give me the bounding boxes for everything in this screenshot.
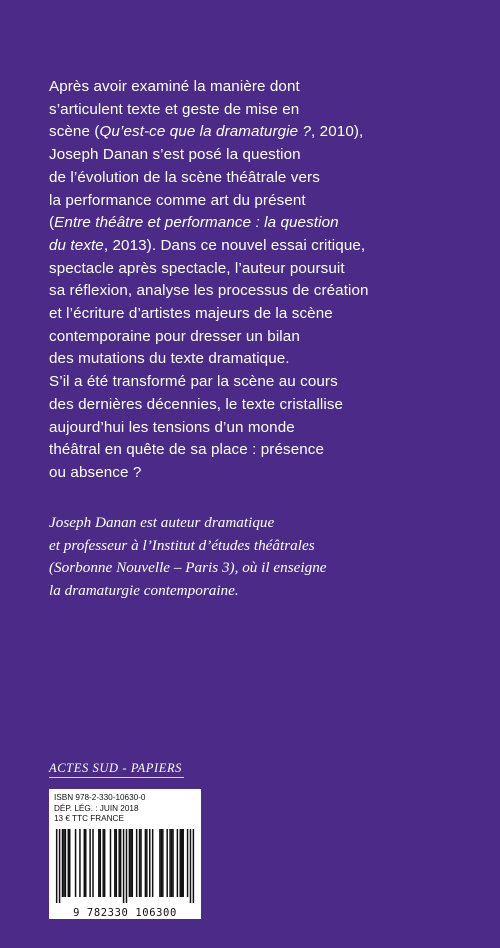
barcode-bar	[79, 829, 81, 897]
barcode-bar	[69, 829, 71, 897]
barcode-bar	[118, 829, 120, 897]
barcode-bar	[129, 829, 131, 897]
blurb-line	[49, 258, 469, 281]
barcode-bar	[172, 829, 174, 897]
barcode-bar	[190, 829, 192, 903]
blurb-text: ou absence ?	[49, 463, 142, 481]
barcode-bar	[110, 829, 112, 897]
barcode-bar	[102, 829, 104, 897]
publisher-logo: ACTES SUD - PAPIERS	[49, 761, 183, 775]
blurb-text: (	[49, 214, 55, 232]
barcode-bar	[145, 829, 147, 897]
barcode-bar	[62, 829, 64, 897]
barcode	[53, 829, 197, 911]
barcode-bar	[63, 829, 65, 897]
blurb-text: , 2010),	[311, 123, 364, 141]
author-bio-line: la dramaturgie contemporaine.	[49, 581, 239, 599]
blurb-line	[49, 76, 469, 99]
isbn-info	[54, 793, 146, 825]
barcode-bar	[75, 829, 77, 897]
barcode-bar	[171, 829, 173, 897]
blurb-line	[49, 144, 469, 167]
blurb-line	[49, 235, 469, 258]
blurb-line	[49, 371, 469, 394]
barcode-bar	[104, 829, 106, 897]
barcode-bar	[89, 829, 91, 897]
blurb-text: théâtral en quête de sa place : présence	[49, 441, 325, 459]
barcode-bar	[92, 829, 94, 897]
blurb-title-italic: Qu’est-ce que la dramaturgie ?	[99, 123, 312, 141]
blurb-line	[49, 326, 469, 349]
barcode-bar	[130, 829, 132, 897]
barcode-bar	[180, 829, 182, 897]
blurb-text: et l’écriture d’artistes majeurs de la scène	[49, 305, 333, 323]
barcode-bar	[166, 829, 168, 897]
blurb-text: des dernières décennies, le texte cristallise	[49, 395, 344, 413]
barcode-bar	[169, 829, 171, 897]
author-bio-line: (Sorbonne Nouvelle – Paris 3), où il enseigne	[49, 559, 327, 577]
author-bio	[49, 512, 469, 602]
barcode-bar	[116, 829, 118, 897]
barcode-bar	[181, 829, 183, 897]
barcode-bar	[177, 829, 179, 897]
blurb-text: spectacle après spectacle, l’auteur poursuit	[49, 259, 345, 277]
blurb-title-italic: Entre théâtre et performance : la question	[54, 214, 339, 232]
barcode-bar	[182, 829, 184, 897]
barcode-bar	[162, 829, 164, 897]
legal-deposit: DÉP. LÉG. : JUIN 2018	[54, 803, 139, 813]
blurb-text: , 2013). Dans ce nouvel essai critique,	[103, 236, 366, 254]
barcode-bar	[68, 829, 70, 897]
blurb-line	[49, 212, 469, 235]
barcode-bar	[126, 829, 128, 903]
blurb-line	[49, 439, 469, 462]
barcode-bar	[152, 829, 154, 897]
price: 13 € TTC FRANCE	[54, 814, 124, 823]
barcode-bar	[161, 829, 163, 897]
blurb-text: la performance comme art du présent	[49, 191, 306, 209]
barcode-digits: 9 782330 106300	[73, 907, 177, 919]
barcode-bar	[114, 829, 116, 897]
blurb-title-italic: du texte	[49, 236, 104, 254]
blurb-text: s’articulent texte et geste de mise en	[49, 100, 300, 118]
barcode-bar	[59, 829, 61, 903]
barcode-bar	[65, 829, 67, 897]
barcode-bar	[120, 829, 122, 897]
blurb-text: Joseph Danan s’est posé la question	[49, 146, 301, 164]
blurb-line	[49, 280, 469, 303]
blurb-line	[49, 167, 469, 190]
isbn-barcode-box	[49, 789, 201, 919]
blurb-line	[49, 99, 469, 122]
blurb-text: sa réflexion, analyse les processus de création	[49, 282, 369, 300]
barcode-bar	[85, 829, 87, 897]
barcode-bar	[146, 829, 148, 897]
barcode-bar	[187, 829, 189, 897]
blurb-line	[49, 348, 469, 371]
blurb-line	[49, 417, 469, 440]
blurb-text: S’il a été transformé par la scène au cours	[49, 373, 338, 391]
isbn-number: ISBN 978-2-330-10630-0	[54, 793, 146, 802]
barcode-bar	[193, 829, 195, 903]
barcode-bar	[100, 829, 102, 897]
barcode-bar	[139, 829, 141, 897]
barcode-bar	[132, 829, 134, 897]
author-bio-line: et professeur à l’Institut d’études théâtrales	[49, 536, 315, 554]
barcode-bar	[136, 829, 138, 897]
blurb-line	[49, 394, 469, 417]
blurb-line	[49, 190, 469, 213]
blurb-text: des mutations du texte dramatique.	[49, 350, 290, 368]
blurb-line	[49, 303, 469, 326]
barcode-bar	[56, 829, 58, 903]
barcode-bar	[149, 829, 151, 897]
back-cover-blurb	[49, 76, 469, 485]
blurb-text: de l’évolution de la scène théâtrale vers	[49, 168, 320, 186]
barcode-bar	[159, 829, 161, 897]
blurb-text: Après avoir examiné la manière dont	[49, 78, 300, 95]
barcode-bar	[98, 829, 100, 897]
blurb-text: scène (	[49, 123, 100, 141]
blurb-line	[49, 462, 469, 485]
barcode-bar	[84, 829, 86, 897]
blurb-text: aujourd’hui les tensions d’un monde	[49, 418, 295, 436]
blurb-line	[49, 121, 469, 144]
blurb-text: contemporaine pour dresser un bilan	[49, 327, 300, 345]
barcode-bar	[140, 829, 142, 897]
barcode-bar	[123, 829, 125, 903]
author-bio-line: Joseph Danan est auteur dramatique	[49, 514, 275, 531]
